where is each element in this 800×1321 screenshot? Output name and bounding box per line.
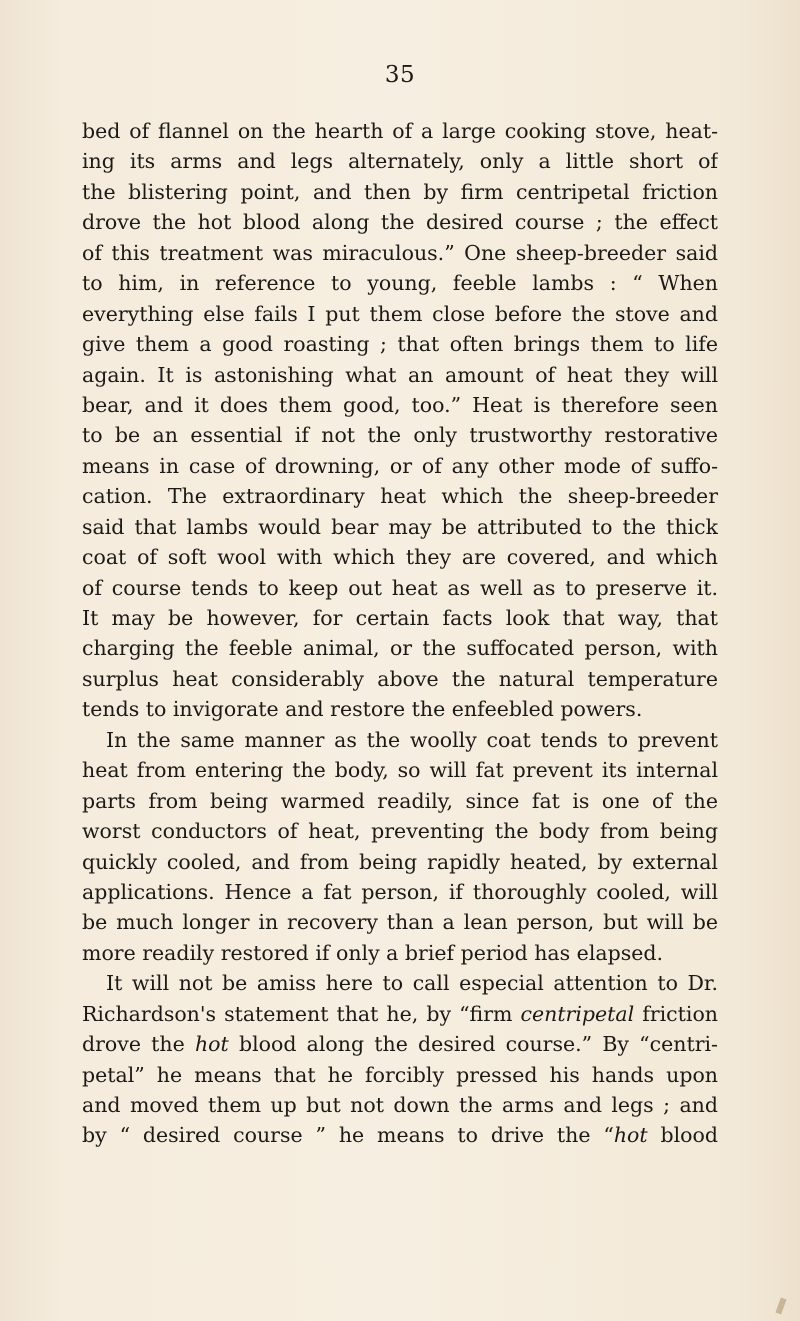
text-line: of course tends to keep out heat as well as to preserve it. bbox=[82, 575, 718, 600]
text-line-with-italic bbox=[82, 1029, 718, 1059]
text-line: petal” he means that he forcibly pressed his hands upon bbox=[82, 1062, 718, 1087]
body-text bbox=[82, 116, 718, 1151]
text-line: bear, and it does them good, too.” Heat is therefore seen bbox=[82, 392, 718, 417]
text-segment: Richardson's statement that he, by “firm bbox=[82, 1001, 521, 1026]
text-line: charging the feeble animal, or the suffocated person, with bbox=[82, 636, 718, 661]
text-line: coat of soft wool with which they are covered, and which bbox=[82, 545, 718, 570]
text-line: said that lambs would bear may be attributed to the thick bbox=[82, 514, 718, 539]
text-line: give them a good roasting ; that often brings them to life bbox=[82, 332, 718, 357]
text-line: worst conductors of heat, preventing the body from being bbox=[82, 819, 718, 844]
text-line-with-italic bbox=[82, 999, 718, 1029]
text-line: to be an essential if not the only trustworthy restorative bbox=[82, 423, 718, 448]
text-line: surplus heat considerably above the natural temperature bbox=[82, 666, 718, 691]
text-line: applications. Hence a fat person, if thoroughly cooled, will bbox=[82, 879, 718, 904]
page-number: 35 bbox=[384, 62, 416, 88]
text-line: tends to invigorate and restore the enfeebled powers. bbox=[82, 697, 643, 722]
text-line: parts from being warmed readily, since fat is one of the bbox=[82, 788, 718, 813]
text-line: It may be however, for certain facts look that way, that bbox=[82, 606, 718, 630]
text-line: bed of flannel on the hearth of a large cooking stove, heat- bbox=[82, 119, 718, 143]
text-line: cation. The extraordinary heat which the sheep-breeder bbox=[82, 484, 718, 509]
text-line: everything else fails I put them close before the stove and bbox=[82, 301, 718, 326]
text-line: the blistering point, and then by firm centripetal friction bbox=[82, 179, 718, 204]
italic-word: hot bbox=[613, 1123, 648, 1148]
text-line: and moved them up but not down the arms and legs ; and bbox=[82, 1093, 718, 1117]
text-line-with-italic bbox=[82, 1120, 718, 1150]
text-line: more readily restored if only a brief period has elapsed. bbox=[82, 940, 664, 965]
text-segment: by “ desired course ” he means to drive the “ bbox=[82, 1123, 614, 1148]
text-segment: blood along the desired course.” By “centri- bbox=[228, 1032, 718, 1057]
text-segment: drove the bbox=[82, 1032, 195, 1057]
paragraph-start-line: In the same manner as the woolly coat tends to prevent bbox=[106, 727, 718, 752]
italic-word: hot bbox=[194, 1032, 229, 1057]
text-line: quickly cooled, and from being rapidly heated, by external bbox=[82, 849, 718, 874]
text-segment: friction bbox=[634, 1001, 718, 1026]
page-edge-mark bbox=[775, 1297, 786, 1314]
text-line: be much longer in recovery than a lean person, but will be bbox=[82, 910, 718, 935]
text-line: of this treatment was miraculous.” One sheep-breeder said bbox=[82, 240, 718, 265]
text-line: again. It is astonishing what an amount of heat they will bbox=[82, 362, 718, 387]
paragraph-start-line: It will not be amiss here to call especial attention to Dr. bbox=[106, 971, 718, 996]
text-line: drove the hot blood along the desired course ; the effect bbox=[82, 210, 718, 235]
text-line: heat from entering the body, so will fat prevent its internal bbox=[82, 758, 718, 783]
text-line: to him, in reference to young, feeble lambs : “ When bbox=[82, 271, 718, 296]
text-line: ing its arms and legs alternately, only a little short of bbox=[82, 149, 718, 174]
text-line: means in case of drowning, or of any other mode of suffo- bbox=[82, 453, 718, 478]
text-segment: blood bbox=[647, 1123, 718, 1148]
italic-word: centripetal bbox=[520, 1001, 635, 1026]
